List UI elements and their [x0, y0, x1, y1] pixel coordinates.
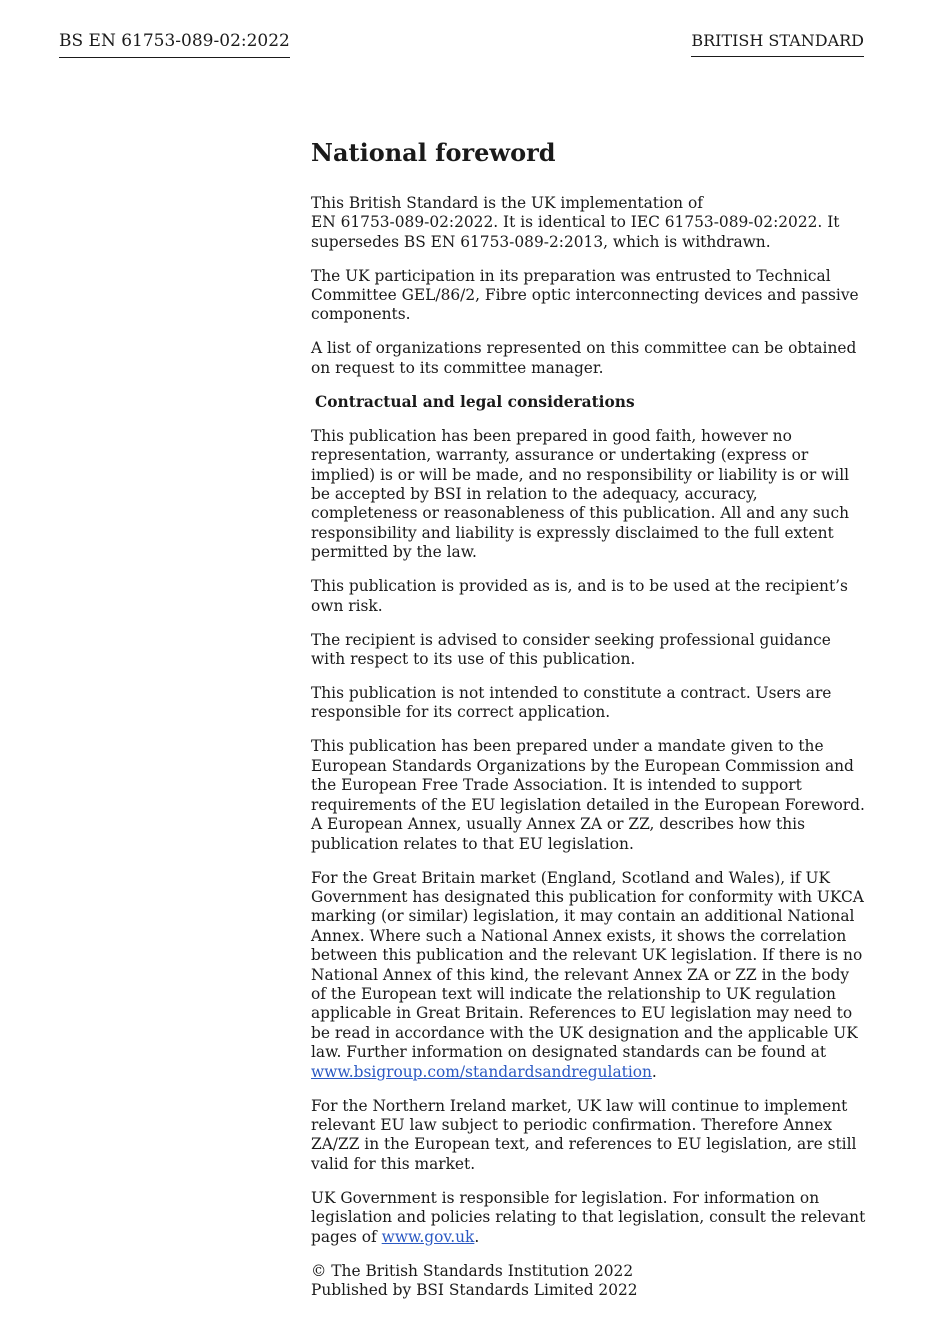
gov-uk-link[interactable]: www.gov.uk	[381, 1227, 475, 1246]
mandate-paragraph: This publication has been prepared under a mandate given to the European Standards Organizations by the European Commission and the European Free Trade Association. It is intended to support requirements of the EU legislation detailed in the European Foreword. A European Annex, usually Annex ZA or ZZ, describes how this publication relates to that EU legislation.	[311, 737, 865, 853]
implementation-paragraph	[311, 194, 867, 252]
uk-government-end: .	[474, 1227, 480, 1246]
copyright-block	[311, 1262, 867, 1301]
main-content	[311, 139, 867, 1315]
implementation-line-1: This British Standard is the UK implementation of	[311, 193, 703, 212]
good-faith-paragraph: This publication has been prepared in good faith, however no representation, warranty, assurance or undertaking (express or implied) is or will be made, and no responsibility or liability is or will be accepted by BSI in relation to the adequacy, accuracy, completeness or reasonableness of this publication. All and any such responsibility and liability is expressly disclaimed to the full extent permitted by the law.	[311, 426, 850, 562]
bsigroup-link[interactable]: www.bsigroup.com/standardsandregulation	[311, 1062, 652, 1081]
copyright-line: © The British Standards Institution 2022	[311, 1261, 634, 1280]
standard-label: BRITISH STANDARD	[691, 31, 864, 57]
own-risk-paragraph: This publication is provided as is, and is to be used at the recipient’s own risk.	[311, 577, 848, 615]
contractual-heading: Contractual and legal considerations	[315, 392, 635, 411]
published-line: Published by BSI Standards Limited 2022	[311, 1281, 638, 1300]
implementation-line-2: EN 61753-089-02:2022. It is identical to IEC 61753-089-02:2022. It supersedes BS EN 61753-089-2:2013, which is withdrawn.	[311, 213, 840, 251]
great-britain-end: .	[651, 1062, 657, 1081]
document-id: BS EN 61753-089-02:2022	[59, 31, 290, 58]
page-title: National foreword	[311, 138, 556, 167]
uk-government-paragraph	[311, 1189, 867, 1247]
northern-ireland-paragraph: For the Northern Ireland market, UK law will continue to implement relevant EU law subject to periodic confirmation. Therefore Annex ZA/ZZ in the European text, and references to EU legislation, are still valid for this market.	[311, 1096, 857, 1173]
committee-paragraph: A list of organizations represented on this committee can be obtained on request to its committee manager.	[311, 339, 857, 377]
participation-paragraph: The UK participation in its preparation was entrusted to Technical Committee GEL/86/2, Fibre optic interconnecting devices and passive components.	[311, 266, 859, 324]
not-contract-paragraph: This publication is not intended to constitute a contract. Users are responsible for its correct application.	[311, 684, 832, 722]
great-britain-text: For the Great Britain market (England, Scotland and Wales), if UK Government has designated this publication for conformity with UKCA marking (or similar) legislation, it may contain an additional National Annex. Where such a National Annex exists, it shows the correlation between this publication and the relevant UK legislation. If there is no National Annex of this kind, the relevant Annex ZA or ZZ in the body of the European text will indicate the relationship to UK regulation applicable in Great Britain. References to EU legislation may need to be read in accordance with the UK designation and the applicable UK law. Further information on designated standards can be found at	[311, 868, 864, 1062]
great-britain-paragraph	[311, 869, 867, 1082]
uk-government-text: UK Government is responsible for legislation. For information on legislation and policies relating to that legislation, consult the relevant pages of	[311, 1188, 866, 1246]
guidance-paragraph: The recipient is advised to consider seeking professional guidance with respect to its use of this publication.	[311, 630, 831, 669]
